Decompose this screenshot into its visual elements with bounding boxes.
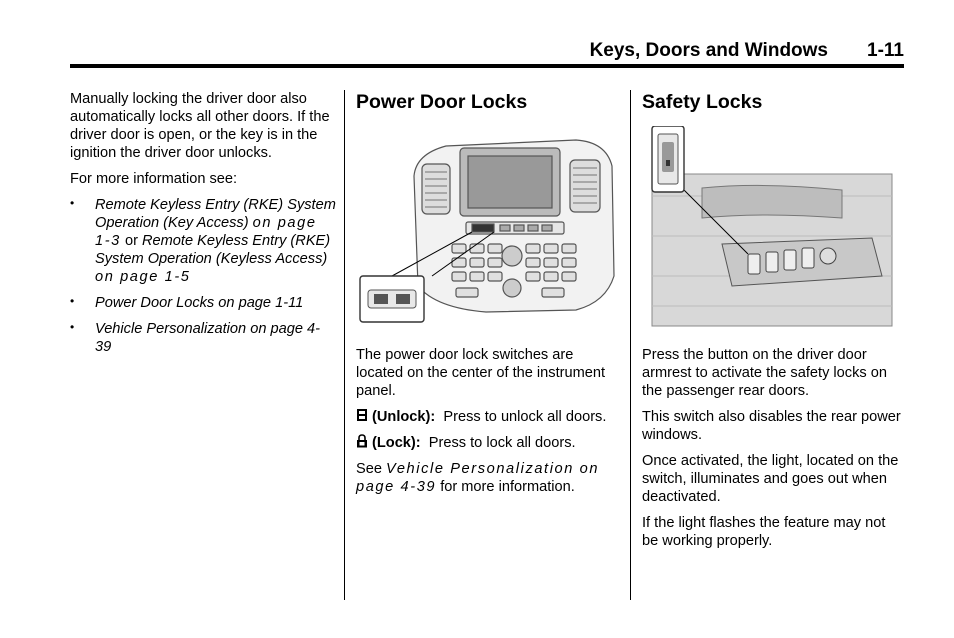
bullet-icon: • (70, 294, 75, 308)
page-number: 1-11 (867, 40, 904, 61)
unlock-description (356, 408, 618, 426)
list-item (70, 196, 336, 286)
column-middle (356, 90, 618, 504)
reference-link[interactable]: Remote Keyless Entry (RKE) System Operation (Key Access) (95, 197, 336, 231)
page-header (70, 38, 904, 68)
unlock-icon (356, 408, 368, 422)
paragraph: This switch also disables the rear power windows. (642, 409, 901, 443)
section-title: Keys, Doors and Windows (589, 40, 828, 61)
connector-text: or (120, 233, 142, 249)
reference-link[interactable]: Vehicle Personalization on page 4-39 (95, 321, 320, 355)
paragraph: Press the button on the driver door armrest to activate the safety locks on the passenger rear doors. (642, 347, 887, 399)
unlock-label: (Unlock): (372, 409, 436, 425)
paragraph: Manually locking the driver door also automatically locks all other doors. If the driver door is open, or the key is in the ignition the driver door unlocks. (70, 91, 330, 161)
paragraph: The power door lock switches are located on the center of the instrument panel. (356, 347, 606, 399)
column-divider (344, 90, 345, 600)
column-divider (630, 90, 631, 600)
section-heading: Safety Locks (642, 91, 763, 113)
paragraph: If the light flashes the feature may not be working properly. (642, 515, 886, 549)
paragraph: For more information see: (70, 171, 238, 187)
paragraph: Once activated, the light, located on the switch, illuminates and goes out when deactivated. (642, 453, 899, 505)
column-right (642, 90, 904, 558)
instrument-panel-drawing (356, 126, 618, 332)
reference-link[interactable]: Remote Keyless Entry (RKE) System Operation (Keyless Access) (95, 233, 331, 267)
list-item (70, 320, 336, 356)
see-text: See (356, 461, 387, 477)
instrument-panel-illustration (356, 126, 618, 332)
reference-list (70, 196, 336, 356)
lock-description (356, 434, 618, 452)
reference-page[interactable]: on page 1-5 (95, 269, 191, 285)
unlock-text: Press to unlock all doors. (443, 409, 607, 425)
reference-link[interactable]: Power Door Locks on page 1-11 (95, 295, 304, 311)
door-armrest-drawing (642, 126, 904, 332)
lock-icon (356, 434, 368, 448)
lock-label: (Lock): (372, 435, 421, 451)
list-item (70, 294, 336, 312)
column-left (70, 90, 336, 364)
see-also (356, 460, 618, 496)
bullet-icon: • (70, 196, 75, 210)
see-tail: for more information. (436, 479, 575, 495)
reference-link[interactable]: Vehicle Personalization on page 4-39 (356, 461, 600, 495)
section-heading: Power Door Locks (356, 91, 528, 113)
door-armrest-illustration (642, 126, 904, 332)
reference-page[interactable]: on page 1-3 (95, 215, 317, 249)
bullet-icon: • (70, 320, 75, 334)
lock-text: Press to lock all doors. (428, 435, 576, 451)
